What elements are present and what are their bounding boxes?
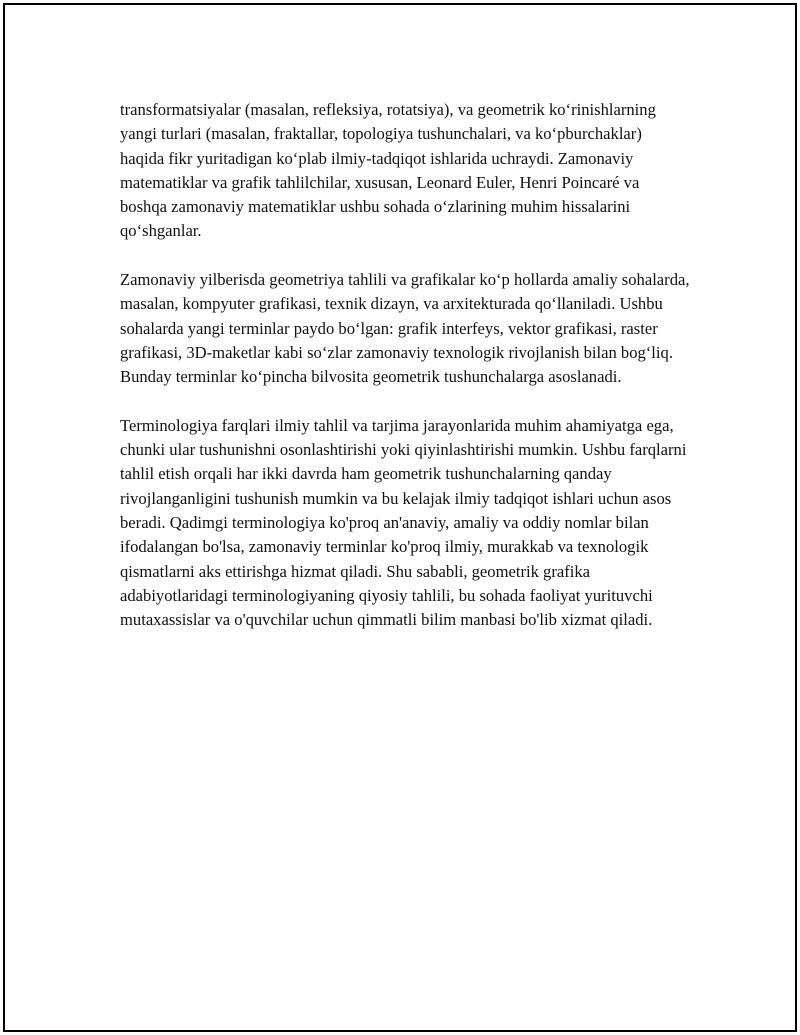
document-page [3, 3, 797, 1032]
paragraph-2: Zamonaviy yilberisda geometriya tahlili va grafikalar ko‘p hollarda amaliy sohalarda, masalan, kompyuter grafikasi, texnik dizayn, va arxitekturada qo‘llaniladi. Ushbu sohalarda yangi terminlar paydo bo‘lgan: grafik interfeys, vektor grafikasi, raster grafikasi, 3D-maketlar kabi so‘zlar zamonaviy texnologik rivojlanish bilan bog‘liq. Bunday terminlar ko‘pincha bilvosita geometrik tushunchalarga asoslanadi. [120, 270, 690, 387]
document-body [120, 98, 690, 657]
paragraph-3: Terminologiya farqlari ilmiy tahlil va tarjima jarayonlarida muhim ahamiyatga ega, chunki ular tushunishni osonlashtirishi yoki qiyinlashtirishi mumkin. Ushbu farqlarni tahlil etish orqali har ikki davrda ham geometrik tushunchalarning qanday rivojlanganligini tushunish mumkin va bu kelajak ilmiy tadqiqot ishlari uchun asos beradi. Qadimgi terminologiya ko'proq an'anaviy, amaliy va oddiy nomlar bilan ifodalangan bo'lsa, zamonaviy terminlar ko'proq ilmiy, murakkab va texnologik qismatlarni aks ettirishga hizmat qiladi. Shu sababli, geometrik grafika adabiyotlaridagi terminologiyaning qiyosiy tahlili, bu sohada faoliyat yurituvchi mutaxassislar va o'quvchilar uchun qimmatli bilim manbasi bo'lib xizmat qiladi. [120, 415, 687, 630]
paragraph-1: transformatsiyalar (masalan, refleksiya, rotatsiya), va geometrik ko‘rinishlarning yangi turlari (masalan, fraktallar, topologiya tushunchalari, va ko‘pburchaklar) haqida fikr yuritadigan ko‘plab ilmiy-tadqiqot ishlarida uchraydi. Zamonaviy matematiklar va grafik tahlilchilar, xususan, Leonard Euler, Henri Poincaré va boshqa zamonaviy matematiklar ushbu sohada o‘zlarining muhim hissalarini qo‘shganlar. [120, 100, 656, 241]
